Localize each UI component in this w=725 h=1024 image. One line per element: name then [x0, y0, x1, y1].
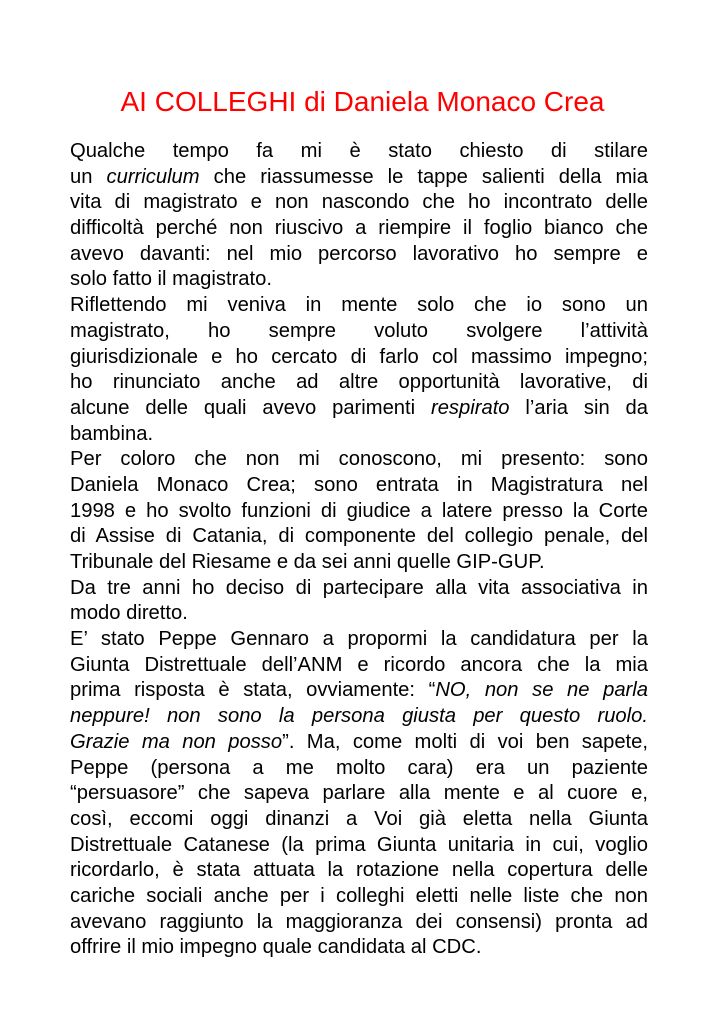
text-segment: E’ stato Peppe Gennaro a propormi la candidatura per la [70, 628, 648, 651]
text-segment: alcune delle quali avevo parimenti [70, 396, 431, 419]
document-title: AI COLLEGHI di Daniela Monaco Crea [120, 86, 605, 117]
text-line [70, 653, 648, 679]
text-segment: che riassumesse le tappe salienti della mia [199, 165, 648, 188]
text-segment: Riflettendo mi veniva in mente solo che io sono un [70, 294, 648, 317]
text-segment: di Assise di Catania, di componente del collegio penale, del [70, 525, 648, 548]
text-segment: difficoltà perché non riuscivo a riempire il foglio bianco che [70, 217, 648, 240]
italic-text-segment: Grazie ma non posso [70, 730, 283, 753]
text-line [70, 756, 648, 782]
italic-text-segment: neppure! non sono la persona giusta per questo ruolo. [70, 705, 648, 728]
text-segment: cariche sociali anche per i colleghi eletti nelle liste che non [70, 884, 648, 907]
text-line [70, 447, 648, 473]
text-line [70, 396, 648, 422]
text-line [70, 858, 648, 884]
text-segment: così, eccomi oggi dinanzi a Voi già eletta nella Giunta [70, 807, 648, 830]
text-line [70, 267, 648, 293]
text-segment: avevano raggiunto la maggioranza dei consensi) pronta ad [70, 910, 648, 933]
text-segment: Peppe (persona a me molto cara) era un paziente [70, 756, 648, 779]
text-line [70, 319, 648, 345]
text-line [70, 370, 648, 396]
text-segment: ho rinunciato anche ad altre opportunità lavorative, di [70, 371, 648, 394]
text-segment: solo fatto il magistrato. [70, 268, 272, 291]
text-segment: modo diretto. [70, 602, 188, 625]
text-line [70, 242, 648, 268]
text-segment: vita di magistrato e non nascondo che ho incontrato delle [70, 191, 648, 214]
text-line [70, 935, 648, 961]
text-segment: un [70, 165, 107, 188]
text-line [70, 833, 648, 859]
text-line [70, 524, 648, 550]
text-line [70, 422, 648, 448]
text-line [70, 576, 648, 602]
text-segment: avevo davanti: nel mio percorso lavorativo ho sempre e [70, 242, 648, 265]
text-segment: Giunta Distrettuale dell’ANM e ricordo ancora che la mia [70, 653, 648, 676]
text-segment: Per coloro che non mi conoscono, mi presento: sono [70, 448, 648, 471]
text-line [70, 473, 648, 499]
text-segment: ricordarlo, è stata attuata la rotazione nella copertura delle [70, 859, 648, 882]
text-segment: “persuasore” che sapeva parlare alla mente e al cuore e, [70, 782, 648, 805]
text-line [70, 165, 648, 191]
text-line [70, 678, 648, 704]
text-segment: 1998 e ho svolto funzioni di giudice a latere presso la Corte [70, 499, 648, 522]
text-segment: offrire il mio impegno quale candidata al CDC. [70, 936, 482, 959]
text-segment: Distrettuale Catanese (la prima Giunta unitaria in cui, voglio [70, 833, 648, 856]
text-line [70, 216, 648, 242]
text-line [70, 345, 648, 371]
text-segment: Tribunale del Riesame e da sei anni quelle GIP-GUP. [70, 551, 545, 573]
text-segment: magistrato, ho sempre voluto svolgere l’attività [70, 319, 648, 342]
italic-text-segment: NO, non se ne parla [435, 679, 648, 702]
text-segment: prima risposta è stata, ovviamente: “ [70, 679, 436, 702]
text-line [70, 293, 648, 319]
text-line [70, 704, 648, 730]
letter-body [70, 139, 648, 961]
text-line [70, 910, 648, 936]
text-line [70, 190, 648, 216]
italic-text-segment: curriculum [106, 165, 200, 188]
text-segment: l’aria sin da [509, 396, 648, 419]
text-segment: Daniela Monaco Crea; sono entrata in Magistratura nel [70, 473, 648, 496]
text-line [70, 139, 648, 165]
text-line [70, 781, 648, 807]
text-line [70, 807, 648, 833]
text-segment: ”. Ma, come molti di voi ben sapete, [282, 730, 648, 753]
text-line [70, 730, 648, 756]
text-line [70, 627, 648, 653]
text-segment: giurisdizionale e ho cercato di farlo col massimo impegno; [70, 345, 648, 368]
text-segment: Qualche tempo fa mi è stato chiesto di stilare [70, 140, 648, 162]
text-line [70, 550, 648, 576]
text-line [70, 884, 648, 910]
text-segment: bambina. [70, 422, 154, 445]
text-line [70, 601, 648, 627]
italic-text-segment: respirato [430, 396, 510, 419]
text-segment: Da tre anni ho deciso di partecipare alla vita associativa in [70, 576, 648, 599]
text-line [70, 499, 648, 525]
